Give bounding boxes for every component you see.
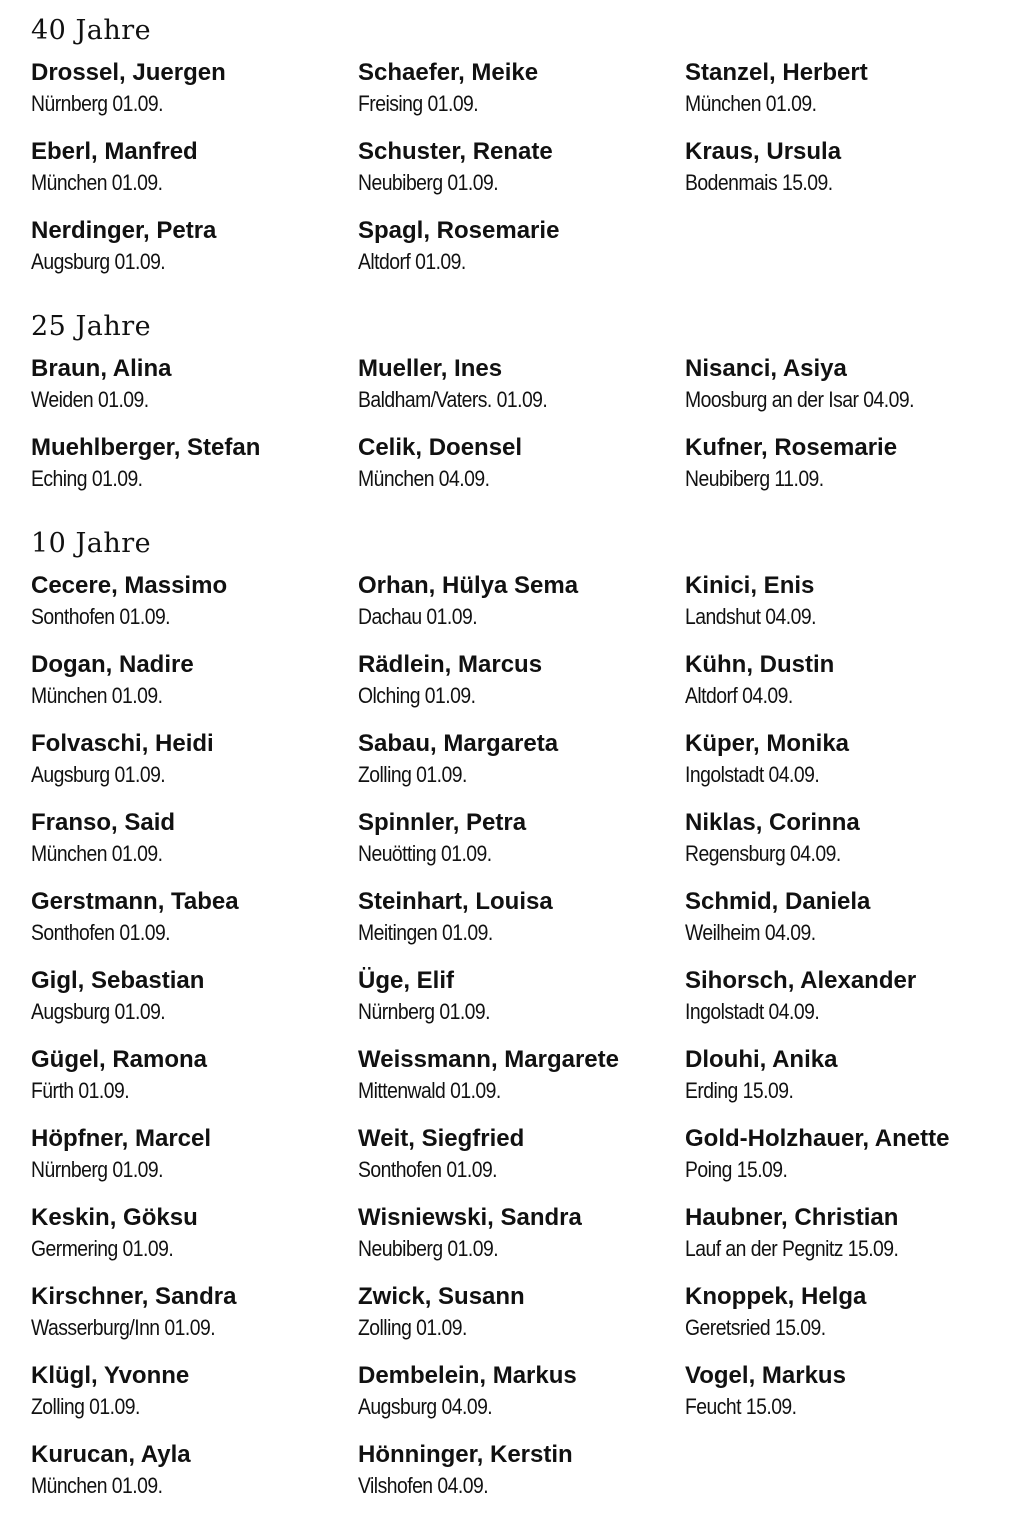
- place-date: Weiden 01.09.: [31, 387, 149, 412]
- person-name: Cecere, Massimo: [31, 572, 228, 599]
- place-date: München 04.09.: [358, 466, 490, 491]
- anniversary-section: [31, 308, 1001, 504]
- person-entry: [31, 1195, 358, 1274]
- place-date: Dachau 01.09.: [358, 604, 478, 629]
- person-entry: [31, 1037, 358, 1116]
- person-name: Küper, Monika: [685, 730, 850, 757]
- person-entry: [358, 1274, 685, 1353]
- place-date: Sonthofen 01.09.: [31, 604, 171, 629]
- person-name: Nerdinger, Petra: [31, 217, 217, 244]
- place-date: München 01.09.: [31, 170, 163, 195]
- person-entry: [358, 1195, 685, 1274]
- place-date: Sonthofen 01.09.: [31, 920, 171, 945]
- place-date: Moosburg an der Isar 04.09.: [685, 387, 914, 412]
- person-name: Celik, Doensel: [358, 434, 523, 461]
- person-name: Braun, Alina: [31, 355, 172, 382]
- place-date: Augsburg 01.09.: [31, 249, 166, 274]
- place-date: Geretsried 15.09.: [685, 1315, 826, 1340]
- person-name: Orhan, Hülya Sema: [358, 572, 579, 599]
- person-entry: [358, 425, 685, 504]
- person-entry: [31, 721, 358, 800]
- person-name: Muehlberger, Stefan: [31, 434, 261, 461]
- person-name: Spagl, Rosemarie: [358, 217, 560, 244]
- person-name: Dembelein, Markus: [358, 1362, 577, 1389]
- person-entry: [31, 800, 358, 879]
- person-name: Höpfner, Marcel: [31, 1125, 212, 1152]
- place-date: Meitingen 01.09.: [358, 920, 493, 945]
- person-entry: [31, 1353, 358, 1432]
- person-entry: [685, 1195, 1001, 1274]
- place-date: Augsburg 01.09.: [31, 999, 166, 1024]
- person-entry: [358, 1432, 685, 1511]
- person-name: Hönninger, Kerstin: [358, 1441, 573, 1468]
- entry-grid: [31, 563, 1001, 1511]
- person-name: Mueller, Ines: [358, 355, 503, 382]
- person-entry: [358, 346, 685, 425]
- person-entry: [31, 129, 358, 208]
- person-entry: [358, 800, 685, 879]
- place-date: Ingolstadt 04.09.: [685, 999, 820, 1024]
- place-date: Lauf an der Pegnitz 15.09.: [685, 1236, 899, 1261]
- person-entry: [358, 642, 685, 721]
- place-date: Augsburg 01.09.: [31, 762, 166, 787]
- person-entry: [685, 800, 1001, 879]
- place-date: München 01.09.: [31, 683, 163, 708]
- person-name: Weit, Siegfried: [358, 1125, 525, 1152]
- person-name: Dlouhi, Anika: [685, 1046, 838, 1073]
- entry-grid: [31, 50, 1001, 287]
- person-entry: [358, 50, 685, 129]
- person-name: Schaefer, Meike: [358, 59, 539, 86]
- person-entry: [358, 208, 685, 287]
- person-name: Spinnler, Petra: [358, 809, 527, 836]
- person-entry: [31, 642, 358, 721]
- place-date: Sonthofen 01.09.: [358, 1157, 498, 1182]
- place-date: Nürnberg 01.09.: [31, 91, 163, 116]
- person-entry: [358, 129, 685, 208]
- person-name: Nisanci, Asiya: [685, 355, 847, 382]
- place-date: Neubiberg 11.09.: [685, 466, 824, 491]
- person-name: Drossel, Juergen: [31, 59, 226, 86]
- person-name: Keskin, Göksu: [31, 1204, 198, 1231]
- place-date: Neuötting 01.09.: [358, 841, 492, 866]
- person-entry: [31, 958, 358, 1037]
- place-date: Weilheim 04.09.: [685, 920, 816, 945]
- person-entry: [685, 879, 1001, 958]
- place-date: Olching 01.09.: [358, 683, 476, 708]
- person-name: Knoppek, Helga: [685, 1283, 867, 1310]
- place-date: Zolling 01.09.: [358, 1315, 467, 1340]
- person-entry: [31, 879, 358, 958]
- person-name: Gigl, Sebastian: [31, 967, 205, 994]
- person-name: Folvaschi, Heidi: [31, 730, 214, 757]
- person-name: Üge, Elif: [358, 967, 455, 994]
- person-entry: [685, 1274, 1001, 1353]
- person-name: Gerstmann, Tabea: [31, 888, 239, 915]
- place-date: Freising 01.09.: [358, 91, 479, 116]
- entry-grid: [31, 346, 1001, 504]
- place-date: Nürnberg 01.09.: [358, 999, 490, 1024]
- person-entry: [31, 1432, 358, 1511]
- person-name: Sabau, Margareta: [358, 730, 559, 757]
- person-entry: [358, 721, 685, 800]
- place-date: Eching 01.09.: [31, 466, 143, 491]
- section-title: 10 Jahre: [31, 528, 152, 559]
- person-name: Niklas, Corinna: [685, 809, 860, 836]
- person-entry: [685, 129, 1001, 208]
- place-date: Neubiberg 01.09.: [358, 1236, 499, 1261]
- place-date: Erding 15.09.: [685, 1078, 794, 1103]
- place-date: Vilshofen 04.09.: [358, 1473, 489, 1498]
- person-name: Stanzel, Herbert: [685, 59, 868, 86]
- person-entry: [685, 346, 1001, 425]
- person-name: Wisniewski, Sandra: [358, 1204, 582, 1231]
- person-entry: [685, 642, 1001, 721]
- place-date: Regensburg 04.09.: [685, 841, 841, 866]
- person-name: Gold-Holzhauer, Anette: [685, 1125, 950, 1152]
- person-entry: [685, 958, 1001, 1037]
- place-date: Altdorf 01.09.: [358, 249, 466, 274]
- place-date: Wasserburg/Inn 01.09.: [31, 1315, 216, 1340]
- anniversary-list: [31, 12, 1001, 1511]
- place-date: Zolling 01.09.: [358, 762, 467, 787]
- place-date: Bodenmais 15.09.: [685, 170, 833, 195]
- person-entry: [31, 1274, 358, 1353]
- person-name: Dogan, Nadire: [31, 651, 194, 678]
- person-name: Kinici, Enis: [685, 572, 815, 599]
- person-entry: [358, 958, 685, 1037]
- person-entry: [685, 1037, 1001, 1116]
- person-entry: [685, 1116, 1001, 1195]
- person-name: Steinhart, Louisa: [358, 888, 553, 915]
- person-entry: [685, 50, 1001, 129]
- anniversary-section: [31, 525, 1001, 1511]
- person-entry: [31, 1116, 358, 1195]
- person-name: Gügel, Ramona: [31, 1046, 208, 1073]
- place-date: München 01.09.: [31, 1473, 163, 1498]
- person-name: Schmid, Daniela: [685, 888, 871, 915]
- place-date: München 01.09.: [685, 91, 817, 116]
- person-entry: [31, 50, 358, 129]
- place-date: Neubiberg 01.09.: [358, 170, 499, 195]
- person-name: Weissmann, Margarete: [358, 1046, 619, 1073]
- person-name: Kraus, Ursula: [685, 138, 842, 165]
- place-date: Landshut 04.09.: [685, 604, 816, 629]
- person-entry: [358, 1116, 685, 1195]
- place-date: Fürth 01.09.: [31, 1078, 130, 1103]
- person-entry: [31, 425, 358, 504]
- place-date: Zolling 01.09.: [31, 1394, 140, 1419]
- person-name: Haubner, Christian: [685, 1204, 899, 1231]
- person-entry: [685, 563, 1001, 642]
- person-entry: [31, 563, 358, 642]
- section-title: 40 Jahre: [31, 15, 152, 46]
- person-entry: [685, 425, 1001, 504]
- place-date: Nürnberg 01.09.: [31, 1157, 163, 1182]
- anniversary-section: [31, 12, 1001, 287]
- person-name: Kühn, Dustin: [685, 651, 835, 678]
- person-name: Vogel, Markus: [685, 1362, 846, 1389]
- person-name: Klügl, Yvonne: [31, 1362, 190, 1389]
- section-title: 25 Jahre: [31, 311, 152, 342]
- place-date: Mittenwald 01.09.: [358, 1078, 501, 1103]
- person-name: Kurucan, Ayla: [31, 1441, 191, 1468]
- place-date: Ingolstadt 04.09.: [685, 762, 820, 787]
- person-entry: [358, 563, 685, 642]
- person-name: Zwick, Susann: [358, 1283, 525, 1310]
- place-date: Augsburg 04.09.: [358, 1394, 493, 1419]
- person-entry: [31, 208, 358, 287]
- person-name: Kufner, Rosemarie: [685, 434, 898, 461]
- person-entry: [685, 721, 1001, 800]
- person-name: Kirschner, Sandra: [31, 1283, 237, 1310]
- person-entry: [358, 1353, 685, 1432]
- place-date: Baldham/Vaters. 01.09.: [358, 387, 548, 412]
- place-date: Germering 01.09.: [31, 1236, 174, 1261]
- person-name: Schuster, Renate: [358, 138, 553, 165]
- person-name: Rädlein, Marcus: [358, 651, 543, 678]
- person-name: Eberl, Manfred: [31, 138, 198, 165]
- person-entry: [358, 879, 685, 958]
- place-date: Feucht 15.09.: [685, 1394, 797, 1419]
- person-name: Franso, Said: [31, 809, 176, 836]
- place-date: Poing 15.09.: [685, 1157, 788, 1182]
- person-entry: [31, 346, 358, 425]
- person-entry: [358, 1037, 685, 1116]
- person-entry: [685, 1353, 1001, 1432]
- place-date: München 01.09.: [31, 841, 163, 866]
- person-name: Sihorsch, Alexander: [685, 967, 917, 994]
- place-date: Altdorf 04.09.: [685, 683, 793, 708]
